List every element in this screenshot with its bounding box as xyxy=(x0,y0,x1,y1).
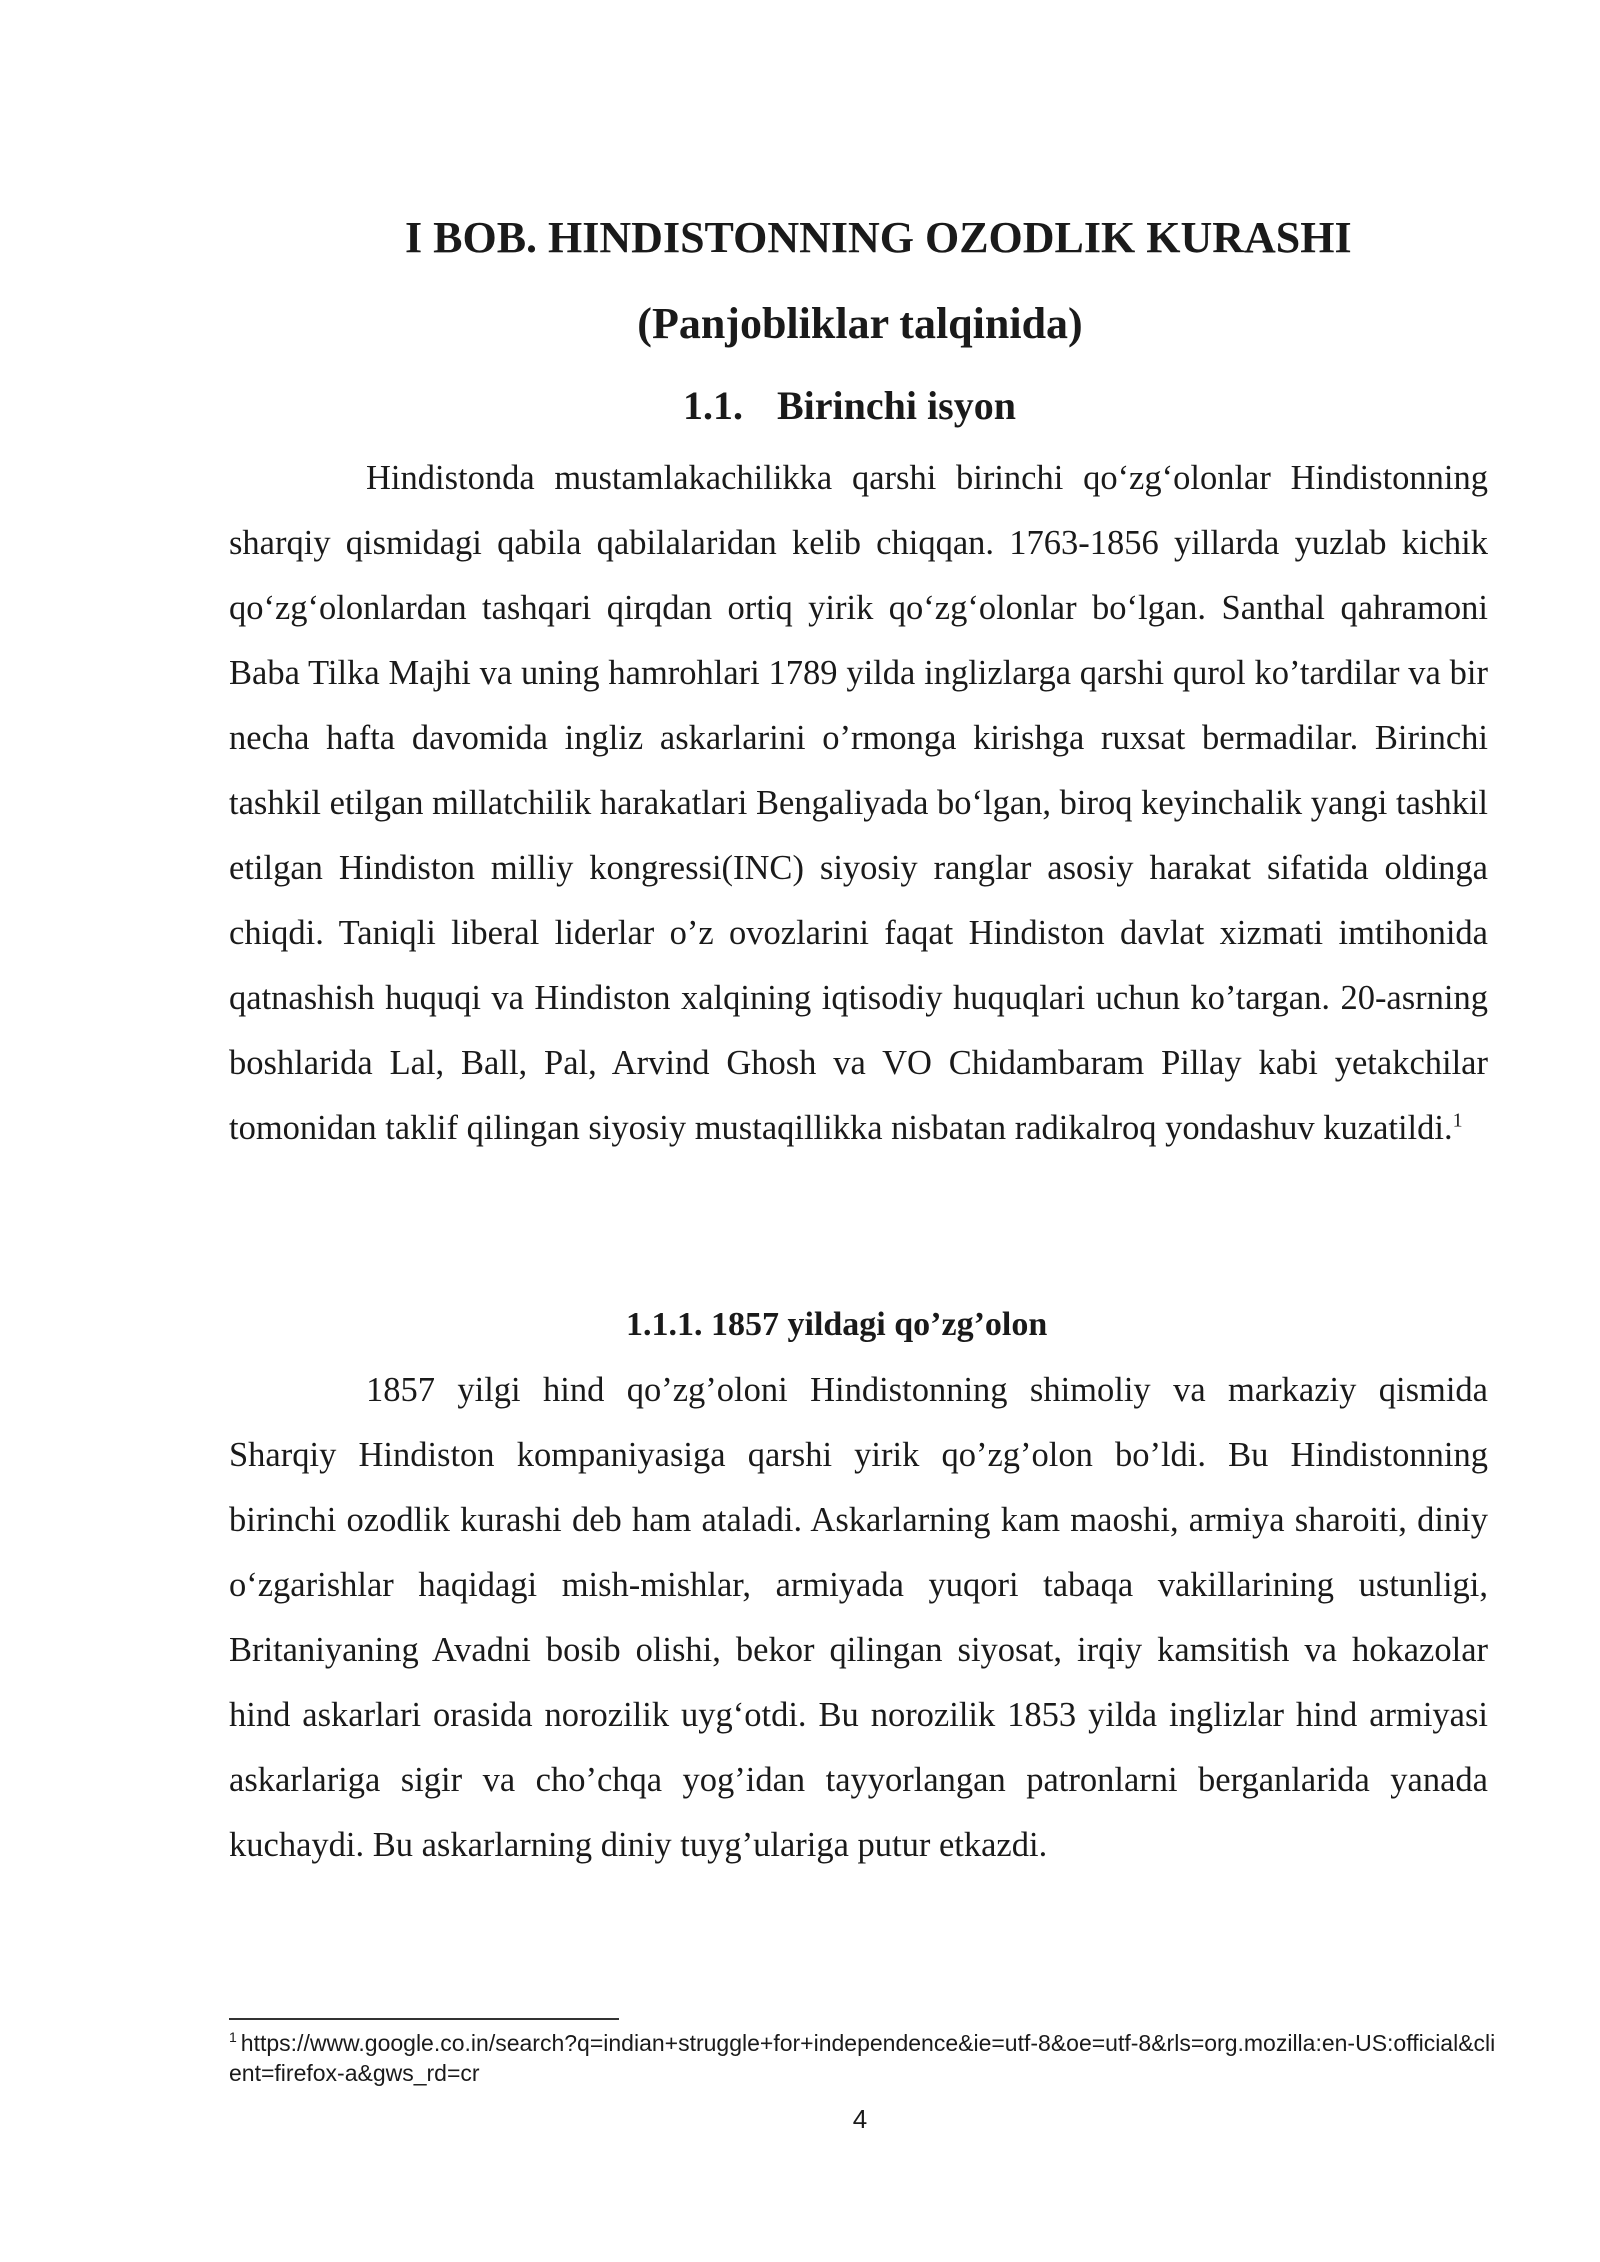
footnote-separator xyxy=(229,2018,619,2020)
paragraph-text: Hindistonda mustamlakachilikka qarshi birinchi qo‘zg‘olonlar Hindistonning sharqiy qismidagi qabila qabilalaridan kelib chiqqan. 1763-1856 yillarda yuzlab kichik qo‘zg‘olonlardan tashqari qirqdan ortiq yirik qo‘zg‘olonlar bo‘lgan. Santhal qahramoni Baba Tilka Majhi va uning hamrohlari 1789 yilda inglizlarga qarshi qurol ko’tardilar va bir necha hafta davomida ingliz askarlarini o’rmonga kirishga ruxsat bermadilar. Birinchi tashkil etilgan millatchilik harakatlari Bengaliyada bo‘lgan, biroq keyinchalik yangi tashkil etilgan Hindiston milliy kongressi(INC) siyosiy ranglar asosiy harakat sifatida oldinga chiqdi. Taniqli liberal liderlar o’z ovozlarini faqat Hindiston davlat xizmati imtihonida qatnashish huquqi va Hindiston xalqining iqtisodiy huquqlari uchun ko’targan. 20-asrning boshlarida Lal, Ball, Pal, Arvind Ghosh va VO Chidambaram Pillay kabi yetakchilar tomonidan taklif qilingan siyosiy mustaqillikka nisbatan radikalroq yondashuv kuzatildi. xyxy=(229,459,1488,1147)
body-paragraph xyxy=(229,446,1488,1161)
subsection-heading: 1.1.1. 1857 yildagi qo’zg’olon xyxy=(626,1306,1048,1343)
body-paragraph: 1857 yilgi hind qo’zg’oloni Hindistonning shimoliy va markaziy qismida Sharqiy Hindiston kompaniyasiga qarshi yirik qo’zg’olon bo’ldi. Bu Hindistonning birinchi ozodlik kurashi deb ham ataladi. Askarlarning kam maoshi, armiya sharoiti, diniy o‘zgarishlar haqidagi mish-mishlar, armiyada yuqori tabaqa vakillarining ustunligi, Britaniyaning Avadni bosib olishi, bekor qilingan siyosat, irqiy kamsitish va hokazolar hind askarlari orasida norozilik uyg‘otdi. Bu norozilik 1853 yilda inglizlar hind armiyasi askarlariga sigir va cho’chqa yog’idan tayyorlangan patronlarni berganlarida yanada kuchaydi. Bu askarlarning diniy tuyg’ulariga putur etkazdi. xyxy=(229,1371,1488,1864)
footnote-link[interactable]: https://www.google.co.in/search?q=indian+struggle+for+independence&ie=utf-8&oe=utf-8&rls=org.mozilla:en-US:official&client=firefox-a&gws_rd=cr xyxy=(229,2030,1496,2086)
chapter-title: I BOB. HINDISTONNING OZODLIK KURASHI xyxy=(405,213,1352,262)
section-number: 1.1. xyxy=(683,383,743,428)
section-title: Birinchi isyon xyxy=(777,383,1016,428)
chapter-subtitle: (Panjobliklar talqinida) xyxy=(637,299,1083,348)
page-number: 4 xyxy=(852,2104,868,2134)
footnote-reference[interactable]: 1 xyxy=(1452,1109,1463,1132)
footnote-number: 1 xyxy=(229,2029,237,2046)
section-heading xyxy=(683,382,1016,429)
footnote xyxy=(229,2028,1499,2088)
